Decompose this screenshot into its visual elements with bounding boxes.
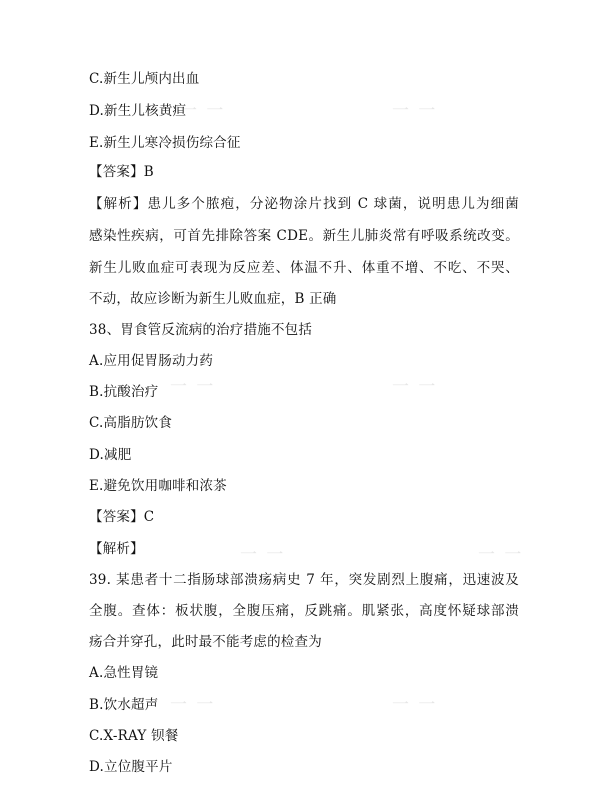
watermark: 一 一 xyxy=(392,377,438,397)
option-a-q38: A.应用促胃肠动力药 xyxy=(89,353,214,369)
option-c-q37: C.新生儿颅内出血 xyxy=(89,71,200,87)
question-39-line-2: 全腹。查体：板状腹，全腹压痛，反跳痛。肌紧张，高度怀疑球部溃 xyxy=(89,603,519,619)
watermark: 一 一 xyxy=(478,545,524,565)
analysis-q37-line-4: 不动，故应诊断为新生儿败血症，B 正确 xyxy=(89,291,337,307)
option-b-q38: B.抗酸治疗 xyxy=(89,384,159,400)
question-39-line-3: 疡合并穿孔，此时最不能考虑的检查为 xyxy=(89,634,322,650)
option-c-q39: C.X-RAY 钡餐 xyxy=(89,728,179,744)
option-b-q39: B.饮水超声 xyxy=(89,697,159,713)
option-d-q39: D.立位腹平片 xyxy=(89,759,173,775)
option-d-q38: D.减肥 xyxy=(89,447,132,463)
option-e-q37: E.新生儿寒冷损伤综合征 xyxy=(89,135,241,151)
watermark: 一 一 xyxy=(392,101,438,121)
answer-q37: 【答案】B xyxy=(89,164,154,180)
option-a-q39: A.急性胃镜 xyxy=(89,665,159,681)
watermark: 一 一 xyxy=(180,101,226,121)
option-e-q38: E.避免饮用咖啡和浓茶 xyxy=(89,478,227,494)
watermark: 一 一 xyxy=(170,377,216,397)
answer-q38: 【答案】C xyxy=(89,509,155,525)
option-c-q38: C.高脂肪饮食 xyxy=(89,415,173,431)
question-38: 38、胃食管反流病的治疗措施不包括 xyxy=(89,322,313,338)
watermark: 一 一 xyxy=(392,695,438,715)
option-d-q37: D.新生儿核黄疸 xyxy=(89,103,187,119)
watermark: 一 一 xyxy=(170,695,216,715)
analysis-q37-line-3: 新生儿败血症可表现为反应差、体温不升、体重不增、不吃、不哭、 xyxy=(89,260,519,276)
analysis-q38: 【解析】 xyxy=(89,541,144,557)
question-39-line-1: 39. 某患者十二指肠球部溃疡病史 7 年，突发剧烈上腹痛，迅速波及 xyxy=(89,572,519,588)
analysis-q37-line-2: 感染性疾病，可首先排除答案 CDE。新生儿肺炎常有呼吸系统改变。 xyxy=(89,228,519,244)
watermark: 一 一 xyxy=(240,545,286,565)
analysis-q37-line-1: 【解析】患儿多个脓疱，分泌物涂片找到 C 球菌，说明患儿为细菌 xyxy=(89,196,519,212)
